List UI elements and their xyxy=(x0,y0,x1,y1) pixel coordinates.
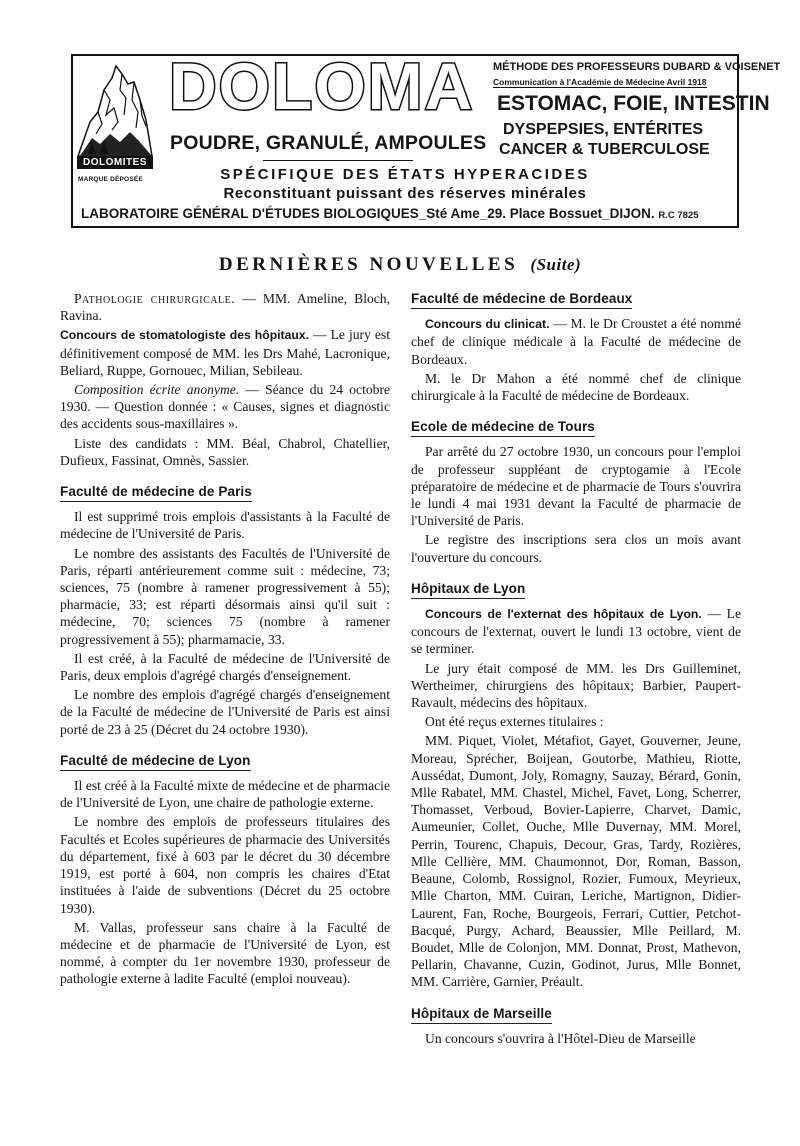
section-heading-tours: Ecole de médecine de Tours xyxy=(411,418,595,437)
dolomites-band: DOLOMITES xyxy=(77,156,153,169)
dyspepsies-line: DYSPEPSIES, ENTÉRITES xyxy=(503,121,704,138)
brand-title: DOLOMA xyxy=(169,49,475,123)
organs-line: ESTOMAC, FOIE, INTESTIN xyxy=(497,92,770,115)
divider-rule xyxy=(263,160,413,161)
product-forms: POUDRE, GRANULÉ, AMPOULES xyxy=(170,132,487,154)
paragraph: Le nombre des emplois d'agrégé chargés d'enseignement de la Faculté de médecine de l'Université de Paris est ainsi porté de 23 à 25 (Décret du 24 octobre 1930). xyxy=(60,687,390,737)
paragraph xyxy=(60,326,390,379)
paragraph: Il est créé à la Faculté mixte de médecine et de pharmacie de l'Université de Lyon, une chaire de pathologie externe. xyxy=(60,778,390,811)
section-label: Pathologie chirurgicale. xyxy=(74,291,236,306)
doloma-advertisement xyxy=(71,49,781,228)
paragraph: Le nombre des assistants des Facultés de l'Université de Paris, réparti antérieurement comme suit : médecine, 73; sciences, 75 (nombre à ramener progressivement à 55); pharmacie, 33; est réparti désormais ainsi qu'il suit : médecine, 70; sciences 75 (nombre à ramener progressivement à 55); pharmamacie, 33. xyxy=(60,545,390,647)
paragraph xyxy=(60,290,390,324)
page-title xyxy=(0,254,800,276)
reconstituant-line: Reconstituant puissant des réserves minérales xyxy=(223,185,587,202)
paragraph: Le registre des inscriptions sera clos un mois avant l'ouverture du concours. xyxy=(411,532,741,565)
section-heading-lyon: Faculté de médecine de Lyon xyxy=(60,752,251,771)
section-heading-hopitaux-lyon: Hôpitaux de Lyon xyxy=(411,580,525,599)
paragraph-lead: Concours de l'externat des hôpitaux de Lyon. xyxy=(425,607,702,622)
specifique-line: SPÉCIFIQUE DES ÉTATS HYPERACIDES xyxy=(220,166,590,183)
paragraph: Le nombre des emplois de professeurs titulaires des Facultés et Ecoles supérieures de pharmacie des Universités du département, fixé à 603 par le décret du 30 décembre 1919, est porté à 604, non compris les chaires d'Etat instituées à l'aide de subventions (Décret du 25 octobre 1930). xyxy=(60,814,390,916)
page-title-text: DERNIÈRES NOUVELLES xyxy=(218,254,519,275)
marque-deposee: MARQUE DÉPOSÉE xyxy=(78,176,143,183)
section-heading-bordeaux: Faculté de médecine de Bordeaux xyxy=(411,290,632,309)
cancer-line: CANCER & TUBERCULOSE xyxy=(499,141,710,158)
paragraph: Il est supprimé trois emplois d'assistants à la Faculté de médecine de l'Université de Paris. xyxy=(60,509,390,542)
paragraph xyxy=(411,315,741,368)
paragraph: M. le Dr Mahon a été nommé chef de clinique chirurgicale à la Faculté de médecine de Bordeaux. xyxy=(411,370,741,404)
right-column xyxy=(411,290,741,1049)
paragraph: Le jury était composé de MM. les Drs Guilleminet, Wertheimer, chirurgiens des hôpitaux; Barbier, Paupert-Ravault, médecins des hôpitaux. xyxy=(411,660,741,711)
paragraph: Par arrêté du 27 octobre 1930, un concours pour l'emploi de professeur suppléant de cryptogamie à l'Ecole préparatoire de médecine et de pharmacie de Tours s'ouvrira le lundi 4 mai 1931 devant la Faculté de pharmacie de l'Université de Paris. xyxy=(411,444,741,529)
laboratoire-text: LABORATOIRE GÉNÉRAL D'ÉTUDES BIOLOGIQUES_Sté Ame_29. Place Bossuet_DIJON. xyxy=(81,206,655,221)
paragraph-lead: Concours du clinicat. xyxy=(425,317,550,332)
paragraph-lead: Composition écrite anonyme. xyxy=(74,382,240,398)
paragraph: M. Vallas, professeur sans chaire à la Faculté de médecine et de pharmacie de l'Université de Lyon, est nommé, à compter du 1er novembre 1930, professeur de pathologie externe à ladite Faculté (emploi nouveau). xyxy=(60,919,390,987)
paragraph-text: — M. le Dr Croustet a été nommé chef de clinique médicale à la Faculté de médecine de Bordeaux. xyxy=(411,316,741,367)
paragraph: Liste des candidats : MM. Béal, Chabrol, Chatellier, Dufieux, Fassinat, Omnès, Sassier. xyxy=(60,435,390,468)
paragraph: MM. Piquet, Violet, Métafiot, Gayet, Gouverner, Jeune, Moreau, Sprécher, Boijean, Goutorbe, Mathieu, Riotte, Aussédat, Dumont, Joly, Romagny, Sauzay, Bérard, Gonin, Mlle Rabatel, MM. Chastel, Michel, Favet, Long, Scherrer, Thomasset, Verboud, Bovier-Lapierre, Charvet, Damic, Aumeunier, Collet, Ouche, Mlle Duvernay, MM. Morel, Perrin, Tourenc, Chapuis, Decour, Gras, Tardy, Rozières, Mlle Cellière, MM. Chaumonnot, Dor, Roman, Basson, Beaune, Colomb, Rossignol, Rozier, Fumoux, Meyrieux, Mlle Charton, MM. Cuiran, Leriche, Martignon, Didier-Laurent, Fan, Roche, Bourgeois, Ferrari, Cuttier, Petchot-Bacqué, Purgy, Achard, Beaussier, Mlle Peillard, M. Boudet, Mlle de Colonjon, MM. Donnat, Prost, Mathevon, Pellarin, Chavanne, Cuzin, Godinot, Jurus, Mlle Bonnet, MM. Carrière, Garnier, Préault. xyxy=(411,733,741,990)
paragraph-text: — Séance du 24 octobre 1930. — Question donnée : « Causes, signes et diagnostic des accidents sous-maxillaires ». xyxy=(60,382,391,432)
paragraph: Ont été reçus externes titulaires : xyxy=(425,714,604,730)
paragraph: Un concours s'ouvrira à l'Hôtel-Dieu de Marseille xyxy=(425,1030,696,1046)
paragraph: Il est créé, à la Faculté de médecine de l'Université de Paris, deux emplois d'agrégé chargés d'enseignement. xyxy=(60,650,390,684)
rc-number: R.C 7825 xyxy=(658,210,699,221)
paragraph-text: — Le jury est définitivement composé de MM. les Drs Mahé, Lacronique, Beliard, Ruppe, Gornouec, Milian, Sebileau. xyxy=(60,327,390,378)
paragraph-text: — MM. Ameline, Bloch, Ravina. xyxy=(60,291,390,324)
paragraph-text: — Le concours de l'externat, ouvert le lundi 13 octobre, vient de se terminer. xyxy=(411,606,742,657)
method-line: MÉTHODE DES PROFESSEURS DUBARD & VOISENET xyxy=(493,61,781,73)
left-column xyxy=(60,290,390,990)
page-title-suite: (Suite) xyxy=(530,255,582,274)
section-heading-marseille: Hôpitaux de Marseille xyxy=(411,1005,552,1024)
laboratoire-line xyxy=(81,206,699,221)
paragraph-lead: Concours de stomatologiste des hôpitaux. xyxy=(60,328,309,343)
section-heading-paris: Faculté de médecine de Paris xyxy=(60,483,252,502)
communication-line: Communication à l'Académie de Médecine Avril 1918 xyxy=(493,77,707,87)
paragraph xyxy=(411,605,741,658)
paragraph xyxy=(60,381,390,433)
